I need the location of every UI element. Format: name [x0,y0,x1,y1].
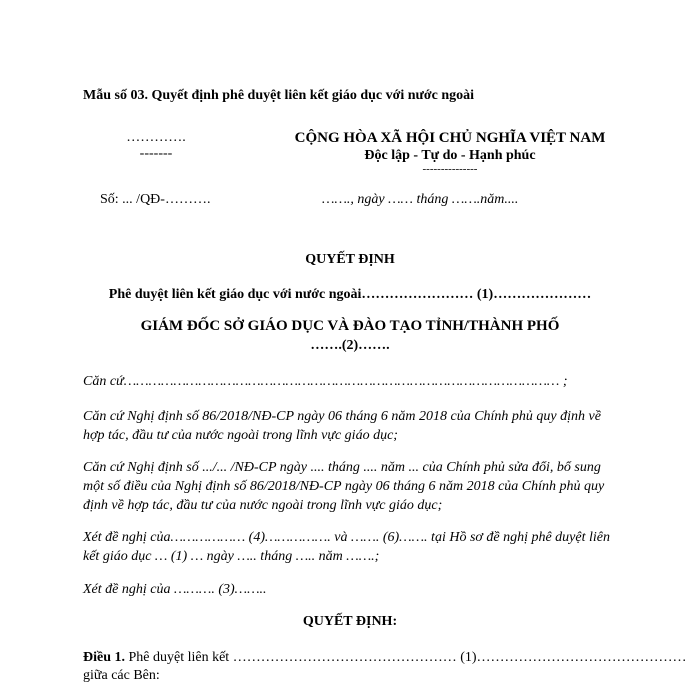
date-line: ……., ngày …… tháng …….năm.... [322,192,519,207]
decision-number: Số: ... /QĐ-………. [100,192,211,207]
agency-underline: ------- [139,146,173,161]
decision-heading: QUYẾT ĐỊNH [305,252,395,267]
article-1 [83,650,687,666]
article-1-text: Phê duyệt liên kết ………………………………………… (1)……………………………………… [125,650,687,665]
authority-line-1: GIÁM ĐỐC SỞ GIÁO DỤC VÀ ĐÀO TẠO TỈNH/THÀNH PHỐ [140,318,560,334]
basis-5: Xét đề nghị của ………. (3)…….. [83,582,267,597]
basis-4: Xét đề nghị của……………… (4)……………. và ……. (6)……. tại Hồ sơ đề nghị phê duyệt liên kết giáo dục … (1) … ngày ….. tháng ….. năm …….; [83,530,610,564]
form-title: Mẫu số 03. Quyết định phê duyệt liên kết giáo dục với nước ngoài [83,88,475,103]
decision-subject: Phê duyệt liên kết giáo dục với nước ngoài…………………… (1)………………… [108,287,592,302]
basis-2: Căn cứ Nghị định số 86/2018/NĐ-CP ngày 06 tháng 6 năm 2018 của Chính phủ quy định về hợp tác, đầu tư của nước ngoài trong lĩnh vực giáo dục; [83,409,601,443]
country-name: CỘNG HÒA XÃ HỘI CHỦ NGHĨA VIỆT NAM [294,130,606,146]
article-1-continuation: giữa các Bên: [83,668,160,683]
agency-name-blank: …………. [126,130,186,145]
authority-line-2: …….(2)……. [310,338,390,353]
article-1-label: Điều 1. [83,650,125,665]
basis-1: Căn cứ…………………………………………………………………………………………… ; [83,374,568,389]
basis-3: Căn cứ Nghị định số .../... /NĐ-CP ngày .... tháng .... năm ... của Chính phủ sửa đổi, bổ sung một số điều của Nghị định số 86/2018/NĐ-CP ngày 06 tháng 6 năm 2018 của Chính phủ quy định về hợp tác, đầu tư của nước ngoài trong lĩnh vực giáo dục; [83,460,605,513]
decides-heading: QUYẾT ĐỊNH: [302,614,398,629]
motto-underline: --------------- [422,163,478,175]
motto: Độc lập - Tự do - Hạnh phúc [364,148,536,163]
